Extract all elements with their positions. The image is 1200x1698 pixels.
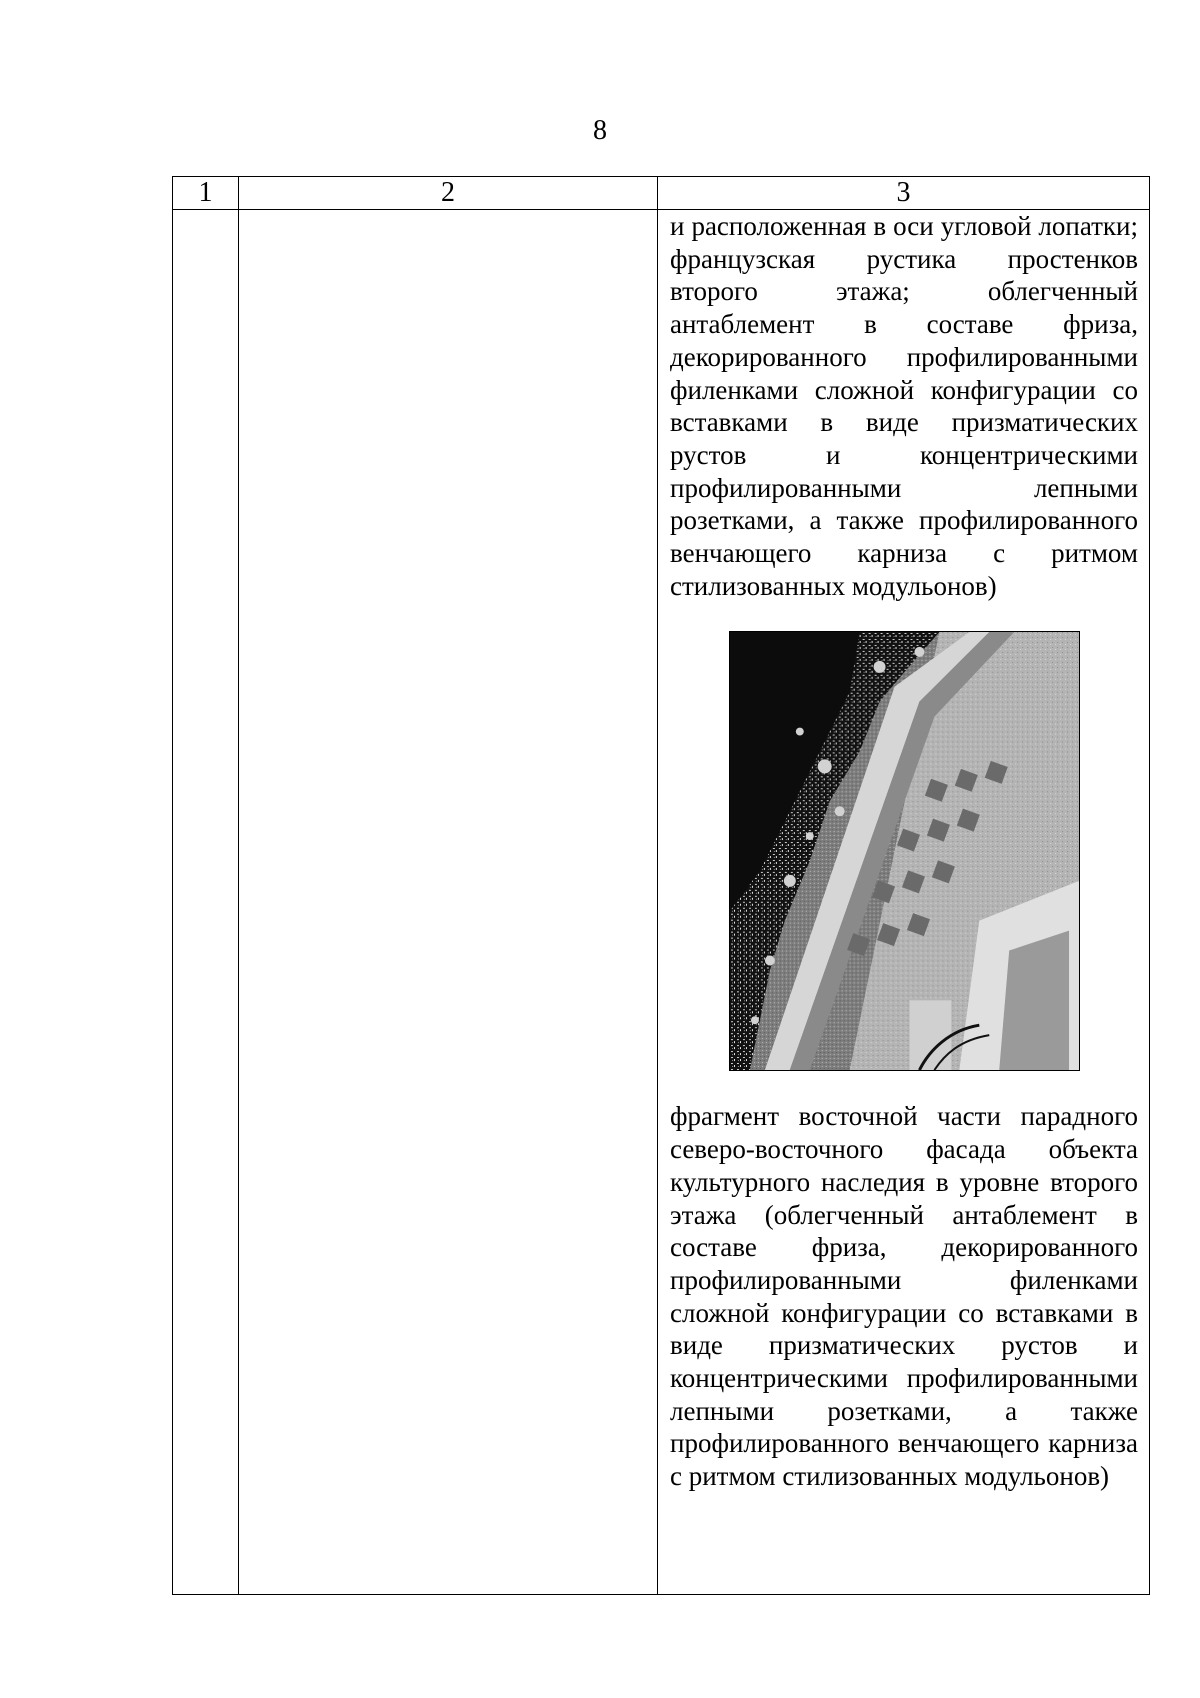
- column-header-1: [173, 177, 239, 210]
- document-table: [172, 176, 1150, 1595]
- table-header-row: [173, 177, 1150, 210]
- column-header-3-label: 3: [896, 177, 911, 208]
- facade-photo-image: [730, 632, 1079, 1070]
- facade-photo: [729, 631, 1080, 1071]
- column-header-3: [658, 177, 1150, 210]
- column-header-2-label: 2: [441, 177, 455, 208]
- cell-col-2: [239, 210, 658, 1595]
- page-number: 8: [593, 115, 607, 146]
- cell-col-3: [658, 210, 1150, 1595]
- table-row: [173, 210, 1150, 1595]
- description-text-top: и расположенная в оси угловой лопатки; французская рустика простенков второго этажа; облегченный антаблемент в составе фриза, декорированного профилированными филенками сложной конфигурации со вставками в виде призматических рустов и концентрическими профилированными лепными розетками, а также профилированного венчающего карниза с ритмом стилизованных модульонов): [670, 211, 1138, 601]
- cell-col-1: [173, 210, 239, 1595]
- photo-caption: фрагмент восточной части парадного северо-восточного фасада объекта культурного наследия в уровне второго этажа (облегченный антаблемент в составе фриза, декорированного профилированными филенками сложной конфигурации со вставками в виде призматических рустов и концентрическими профилированными лепными розетками, а также профилированного венчающего карниза с ритмом стилизованных модульонов): [670, 1101, 1138, 1492]
- column-header-2: [239, 177, 658, 210]
- column-header-1-label: 1: [198, 177, 213, 208]
